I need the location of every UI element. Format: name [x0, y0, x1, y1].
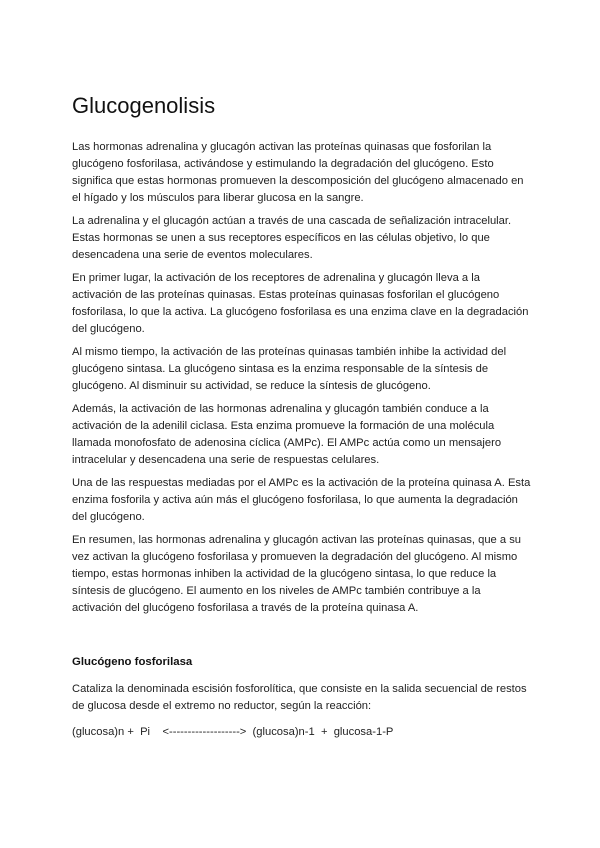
paragraph-adenylyl-cyclase: Además, la activación de las hormonas adrenalina y glucagón también conduce a la activación de la adenilil ciclasa. Esta enzima promueve la formación de una molécula llamada monofosfato de adenosina cíclica (AMPc). El AMPc actúa como un mensajero intracelular y desencadena una serie de respuestas celulares. [72, 403, 502, 466]
document-title: Glucogenolisis [72, 93, 216, 118]
section-paragraph: Cataliza la denominada escisión fosforolítica, que consiste en la salida secuencial de restos de glucosa desde el extremo no reductor, según la reacción: [72, 683, 527, 712]
reaction-equation: (glucosa)n + Pi <-------------------> (glucosa)n-1 + glucosa-1-P [72, 726, 394, 738]
paragraph-protein-kinase-a: Una de las respuestas mediadas por el AMPc es la activación de la proteína quinasa A. Esta enzima fosforila y activa aún más el glucógeno fosforilasa, lo que aumenta la degradación del glucógeno. [72, 477, 531, 523]
paragraph-intro: Las hormonas adrenalina y glucagón activan las proteínas quinasas que fosforilan la glucógeno fosforilasa, activándose y estimulando la degradación del glucógeno. Esto significa que estas hormonas promueven la descomposición del glucógeno almacenado en el hígado y los músculos para liberar glucosa en la sangre. [72, 141, 524, 204]
paragraph-glycogen-synthase: Al mismo tiempo, la activación de las proteínas quinasas también inhibe la actividad del glucógeno sintasa. La glucógeno sintasa es la enzima responsable de la síntesis de glucógeno. Al disminuir su actividad, se reduce la síntesis de glucógeno. [72, 346, 507, 392]
paragraph-first-step: En primer lugar, la activación de los receptores de adrenalina y glucagón lleva a la activación de las proteínas quinasas. Estas proteínas quinasas fosforilan el glucógeno fosforilasa, lo que la activa. La glucógeno fosforilasa es una enzima clave en la degradación del glucógeno. [72, 272, 529, 335]
paragraph-signaling-cascade: La adrenalina y el glucagón actúan a través de una cascada de señalización intracelular. Estas hormonas se unen a sus receptores específicos en las células objetivo, lo que desencadena una serie de eventos moleculares. [72, 215, 512, 261]
paragraph-summary: En resumen, las hormonas adrenalina y glucagón activan las proteínas quinasas, que a su vez activan la glucógeno fosforilasa y promueven la degradación del glucógeno. Al mismo tiempo, estas hormonas inhiben la actividad de la glucógeno sintasa, lo que reduce la síntesis de glucógeno. El aumento en los niveles de AMPc también contribuye a la activación del glucógeno fosforilasa a través de la proteína quinasa A. [72, 534, 522, 614]
section-heading: Glucógeno fosforilasa [72, 656, 193, 668]
